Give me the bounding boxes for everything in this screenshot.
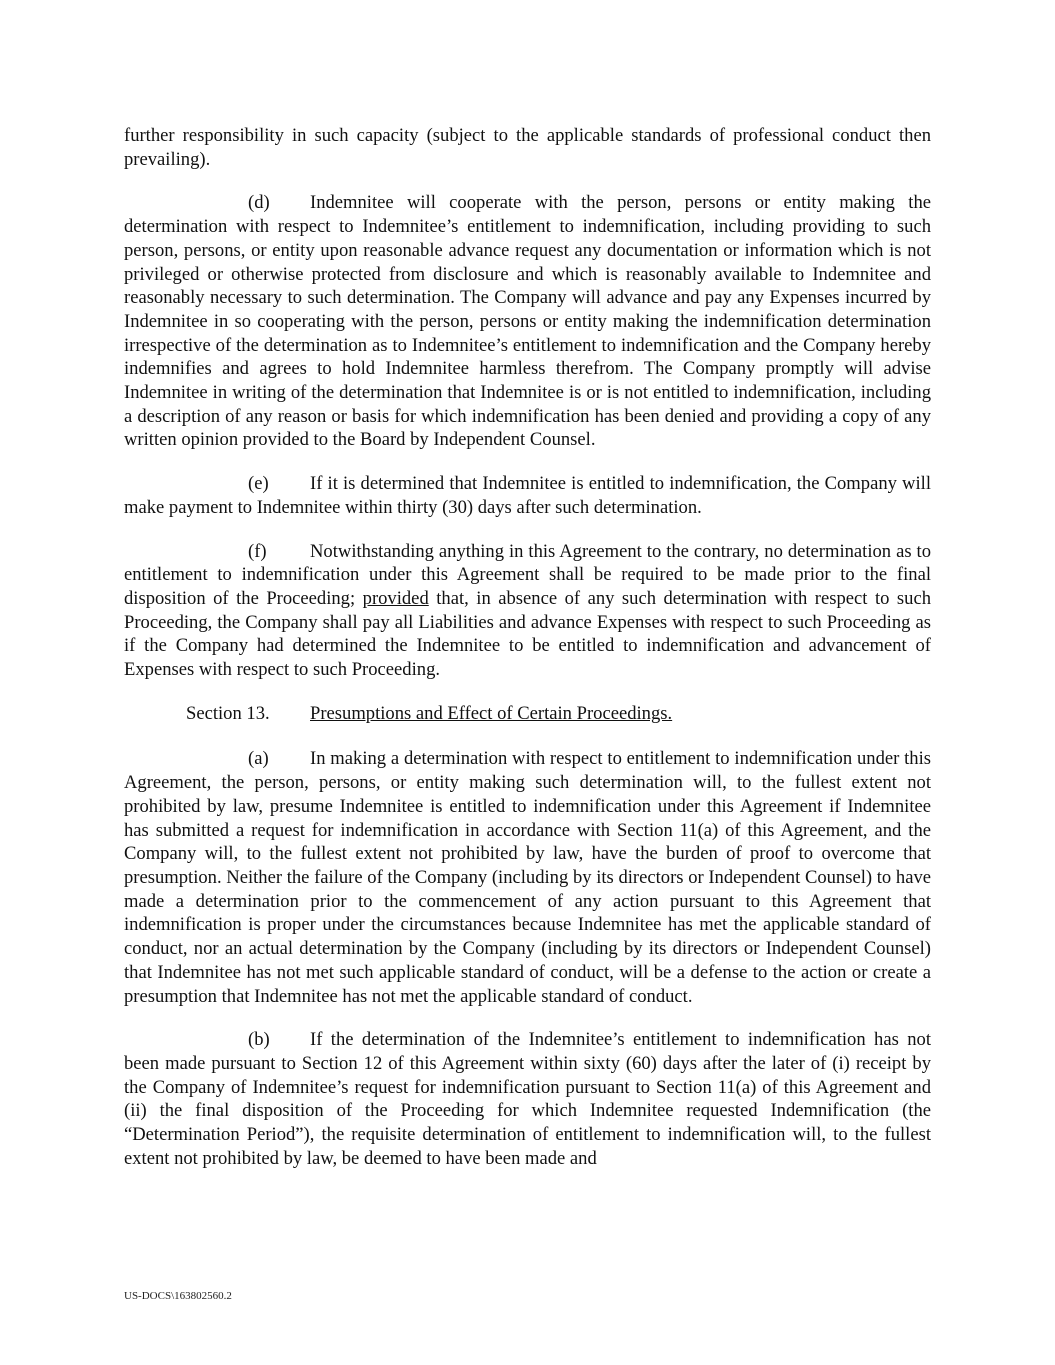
- paragraph-13b: [124, 1028, 931, 1170]
- section-13-title: Presumptions and Effect of Certain Proceedings.: [310, 702, 673, 724]
- section-13-number: Section 13.: [186, 702, 270, 724]
- paragraph-e-label: (e): [248, 473, 269, 495]
- document-footer-id: US-DOCS\163802560.2: [124, 1290, 232, 1302]
- continuation-paragraph: further responsibility in such capacity (subject to the applicable standards of professional conduct then prevailing).: [124, 125, 931, 170]
- section-13-heading: [124, 702, 931, 726]
- paragraph-f-label: (f): [248, 540, 267, 562]
- paragraph-13b-text: If the determination of the Indemnitee’s entitlement to indemnification has not been made pursuant to Section 12 of this Agreement within sixty (60) days after the later of (i) receipt by the Company of Indemnitee’s request for indemnification pursuant to Section 11(a) of this Agreement and (ii) the final disposition of the Proceeding for which Indemnitee requested Indemnification (the “Determination Period”), the requisite determination of entitlement to indemnification will, to the fullest extent not prohibited by law, be deemed to have been made and: [124, 1029, 931, 1169]
- paragraph-d-text: Indemnitee will cooperate with the person, persons or entity making the determination with respect to Indemnitee’s entitlement to indemnification, including providing to such person, persons, or entity upon reasonable advance request any documentation or information which is not privileged or otherwise protected from disclosure and which is reasonably available to Indemnitee and reasonably necessary to such determination. The Company will advance and pay any Expenses incurred by Indemnitee in so cooperating with the person, persons or entity making the indemnification determination irrespective of the determination as to Indemnitee’s entitlement to indemnification and the Company hereby indemnifies and agrees to hold Indemnitee harmless therefrom. The Company promptly will advise Indemnitee in writing of the determination that Indemnitee is or is not entitled to indemnification, including a description of any reason or basis for which indemnification has been denied and providing a copy of any written opinion provided to the Board by Independent Counsel.: [124, 192, 931, 451]
- paragraph-e: [124, 472, 931, 519]
- paragraph-d: [124, 191, 931, 452]
- paragraph-f-text-after: that, in absence of any such determination with respect to such Proceeding, the Company shall pay all Liabilities and advance Expenses with respect to such Proceeding as if the Company had determined the Indemnitee to be entitled to indemnification and advancement of Expenses with respect to such Proceeding.: [124, 587, 931, 681]
- provided-underlined: provided: [362, 587, 429, 609]
- paragraph-13a-text: In making a determination with respect to entitlement to indemnification under this Agreement, the person, persons, or entity making such determination will, to the fullest extent not prohibited by law, presume Indemnitee is entitled to indemnification under this Agreement if Indemnitee has submitted a request for indemnification in accordance with Section 11(a) of this Agreement, and the Company will, to the fullest extent not prohibited by law, have the burden of proof to overcome that presumption. Neither the failure of the Company (including by its directors or Independent Counsel) to have made a determination prior to the commencement of any action pursuant to this Agreement that indemnification is proper under the circumstances because Indemnitee has met the applicable standard of conduct, nor an actual determination by the Company (including by its directors or Independent Counsel) that Indemnitee has not met such applicable standard of conduct, will be a defense to the action or create a presumption that Indemnitee has not met the applicable standard of conduct.: [124, 748, 931, 1007]
- document-page: [124, 124, 931, 1170]
- paragraph-f: [124, 540, 931, 682]
- paragraph-13a: [124, 747, 931, 1008]
- paragraph-d-label: (d): [248, 192, 270, 214]
- paragraph-e-text: If it is determined that Indemnitee is entitled to indemnification, the Company will make payment to Indemnitee within thirty (30) days after such determination.: [124, 473, 931, 518]
- paragraph-f-text-before: Notwithstanding anything in this Agreement to the contrary, no determination as to entitlement to indemnification under this Agreement shall be required to be made prior to the final disposition of the Proceeding;: [124, 540, 931, 609]
- paragraph-13b-label: (b): [248, 1029, 270, 1051]
- paragraph-13a-label: (a): [248, 748, 269, 770]
